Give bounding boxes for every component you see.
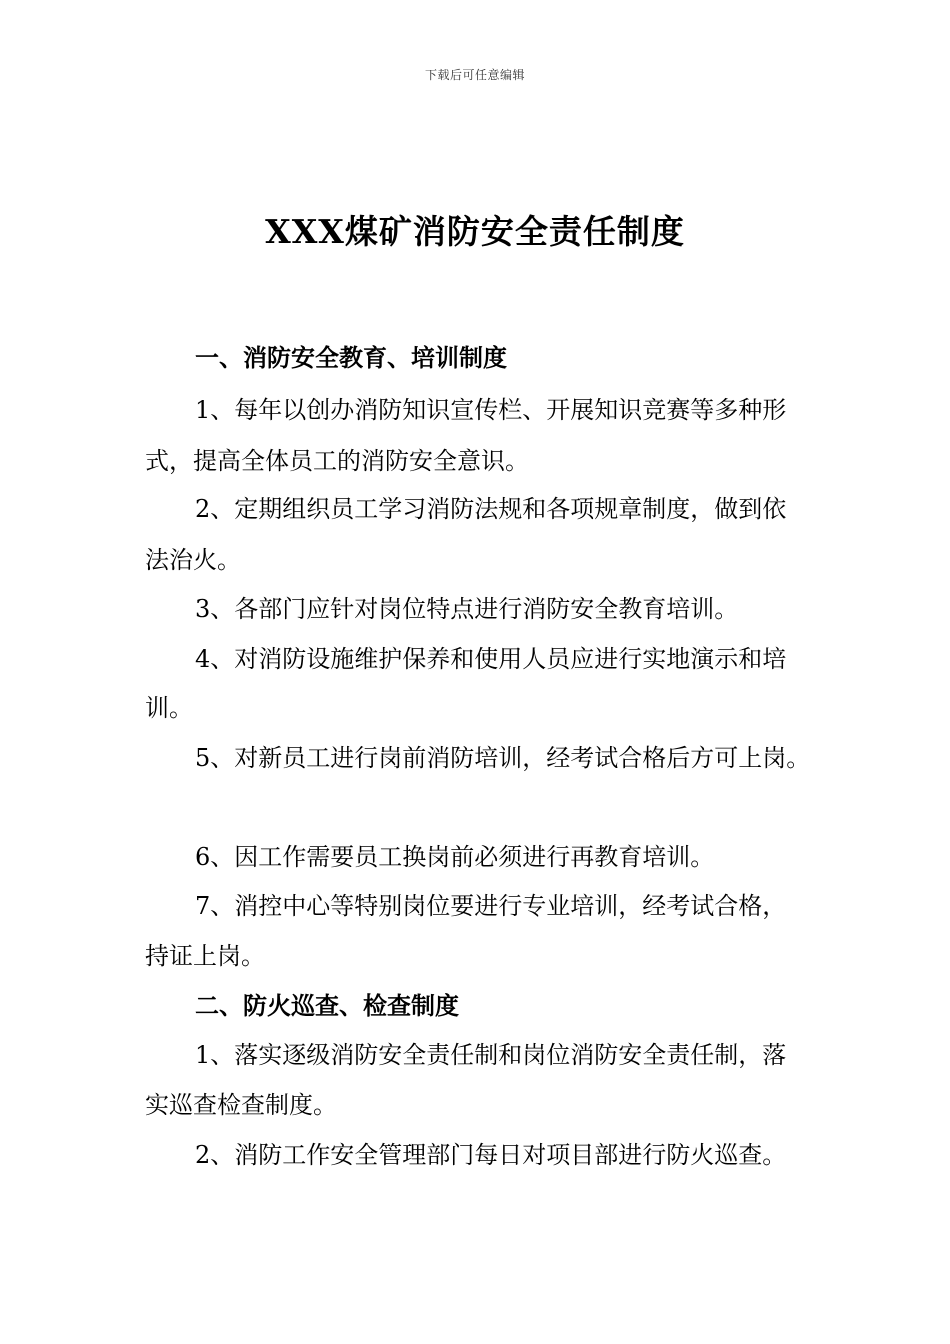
section2-heading: 二、防火巡查、检查制度 [195, 991, 459, 1020]
section1-item7-line1: 7、消控中心等特别岗位要进行专业培训，经考试合格， [195, 892, 787, 920]
section1-item4-line2: 训。 [145, 694, 193, 722]
section1-item7-line2: 持证上岗。 [145, 942, 265, 970]
section1-item1-line1: 1、每年以创办消防知识宣传栏、开展知识竞赛等多种形 [195, 396, 787, 424]
section1-item3: 3、各部门应针对岗位特点进行消防安全教育培训。 [195, 595, 739, 623]
section1-item1-line2: 式，提高全体员工的消防安全意识。 [145, 447, 529, 475]
section1-item2-line1: 2、定期组织员工学习消防法规和各项规章制度，做到依 [195, 495, 787, 523]
document-title: XXX煤矿消防安全责任制度 [265, 212, 685, 251]
section1-item5: 5、对新员工进行岗前消防培训，经考试合格后方可上岗。 [195, 744, 811, 772]
section1-item6: 6、因工作需要员工换岗前必须进行再教育培训。 [195, 843, 715, 871]
section1-item2-line2: 法治火。 [145, 546, 241, 574]
section2-item2: 2、消防工作安全管理部门每日对项目部进行防火巡查。 [195, 1141, 787, 1169]
section1-heading: 一、消防安全教育、培训制度 [195, 343, 507, 372]
section1-item4-line1: 4、对消防设施维护保养和使用人员应进行实地演示和培 [195, 645, 787, 673]
section2-item1-line2: 实巡查检查制度。 [145, 1091, 337, 1119]
section2-item1-line1: 1、落实逐级消防安全责任制和岗位消防安全责任制，落 [195, 1041, 787, 1069]
page-header-note: 下载后可任意编辑 [424, 68, 525, 82]
